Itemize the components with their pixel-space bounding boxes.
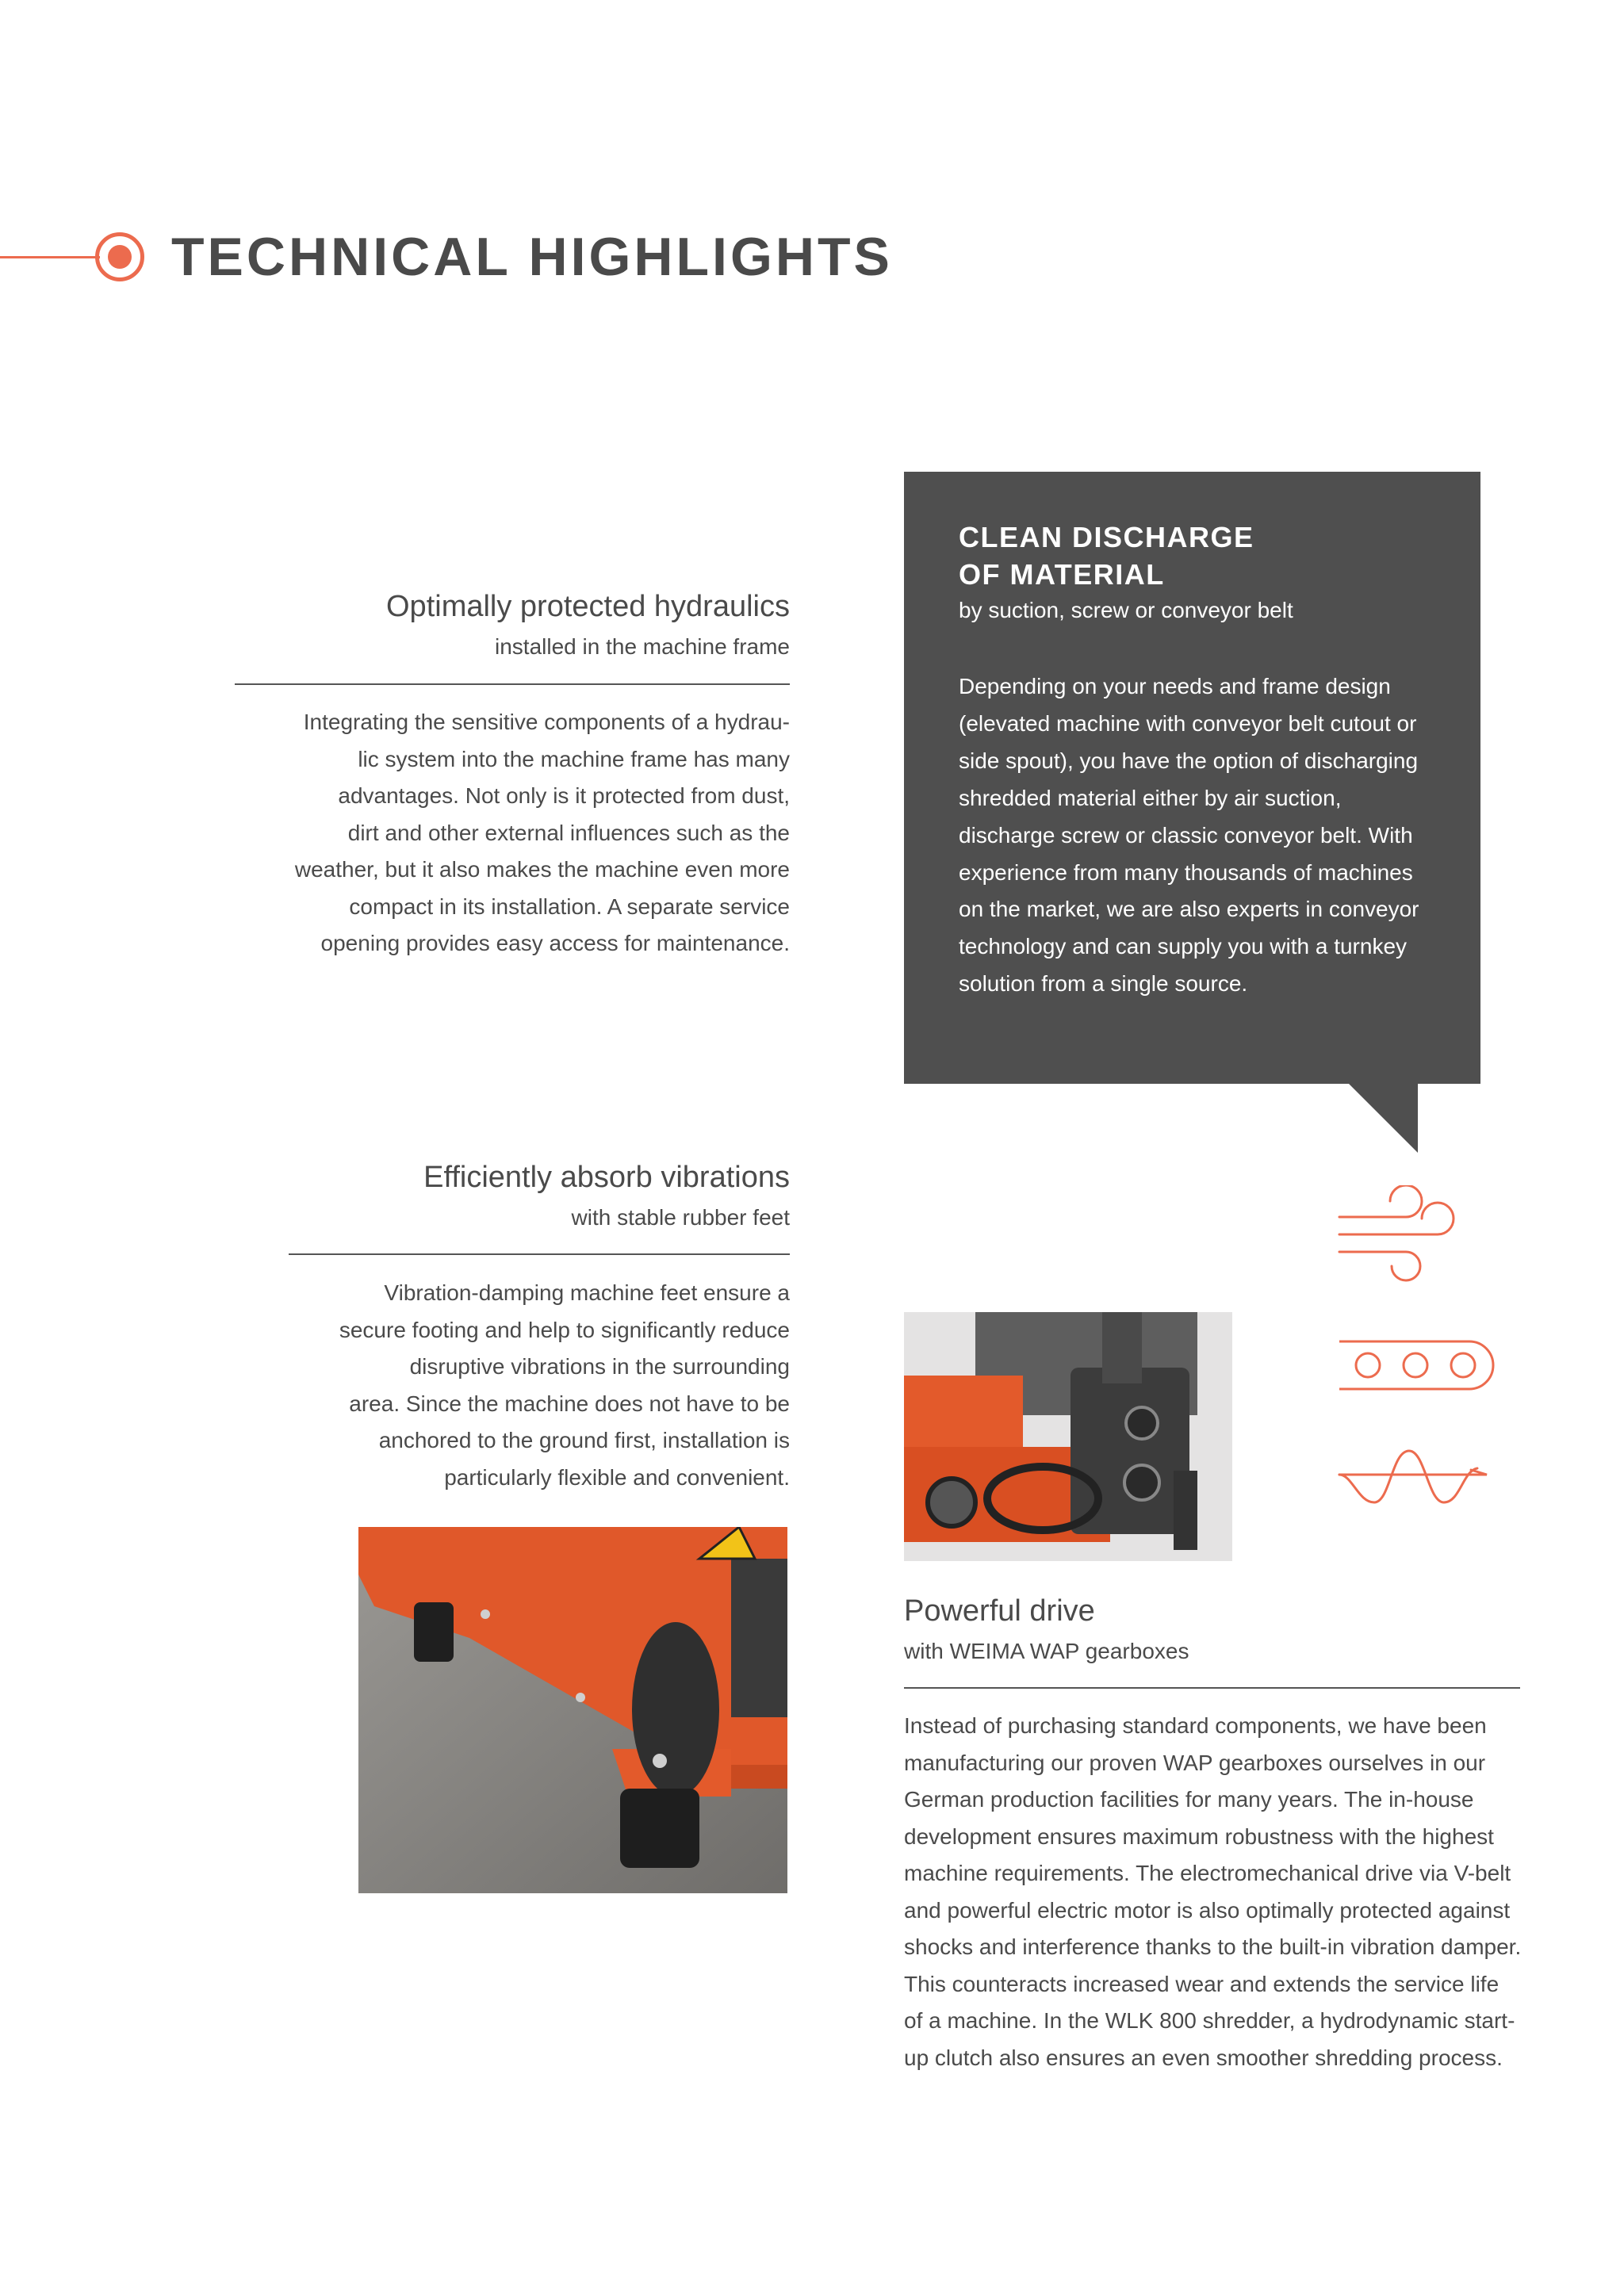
discharge-screw-icon: [1336, 1443, 1495, 1514]
drive-body: Instead of purchasing standard components, we have been manufacturing our proven WAP gearboxes ourselves in our German production facilities for many years. The in-house development ensures maximum robustness with the highest machine requirements. The electromechanical drive via V-belt and powerful electric motor is also optimally protected against shocks and interference thanks to the built-in vibration damper. This counteracts increased wear and extends the service life of a machine. In the WLK 800 shredder, a hydrodynamic start-up clutch also ensures an even smoother shredding process.: [904, 1713, 1522, 2070]
hydraulics-line: advantages. Not only is it protected from dust,: [338, 783, 790, 808]
hydraulics-line: dirt and other external influences such as the: [347, 820, 790, 845]
vibrations-line: secure footing and help to significantly reduce: [339, 1317, 790, 1342]
discharge-body: Depending on your needs and frame design (elevated machine with conveyor belt cutout or side spout), you have the option of discharging shredded material either by air suction, discharge screw or classic conveyor belt. With experience from many thousands of machines on the market, we are also experts in conveyor technology and can supply you with a turnkey solution from a single source.: [959, 674, 1419, 997]
vibrations-text: [235, 1275, 790, 1496]
hydraulics-line: opening provides easy access for maintenance.: [320, 931, 790, 955]
page-title: TECHNICAL HIGHLIGHTS: [171, 227, 893, 287]
vibrations-subtitle: with stable rubber feet: [571, 1205, 790, 1230]
hydraulics-divider: [235, 683, 790, 685]
discharge-title: [959, 519, 1434, 593]
vibrations-line: area. Since the machine does not have to be: [349, 1391, 790, 1416]
vibrations-line: particularly flexible and convenient.: [444, 1464, 790, 1490]
hydraulics-line: weather, but it also makes the machine even more: [294, 857, 790, 882]
vibrations-divider: [289, 1253, 790, 1255]
hydraulics-title: Optimally protected hydraulics: [386, 590, 790, 623]
drive-title: Powerful drive: [904, 1594, 1095, 1628]
vibrations-line: disruptive vibrations in the surrounding: [409, 1354, 790, 1379]
hydraulics-line: Integrating the sensitive components of a hydrau-: [303, 710, 790, 734]
hydraulics-text: [187, 704, 790, 962]
hydraulics-subtitle: installed in the machine frame: [495, 634, 790, 659]
air-suction-icon: [1336, 1185, 1463, 1296]
vibrations-line: anchored to the ground first, installation is: [378, 1428, 790, 1452]
vibrations-line: Vibration-damping machine feet ensure a: [384, 1280, 790, 1305]
header-accent-line: [0, 256, 100, 258]
callout-pointer: [1348, 1083, 1418, 1153]
drive-divider: [904, 1687, 1520, 1689]
discharge-title-line: CLEAN DISCHARGE: [959, 521, 1254, 553]
drive-photo: [904, 1312, 1232, 1561]
hydraulics-line: compact in its installation. A separate service: [349, 894, 790, 919]
discharge-subtitle: by suction, screw or conveyor belt: [959, 598, 1293, 622]
conveyor-belt-icon: [1336, 1334, 1495, 1397]
discharge-title-line: OF MATERIAL: [959, 558, 1165, 591]
drive-subtitle: with WEIMA WAP gearboxes: [904, 1639, 1189, 1663]
hydraulics-line: lic system into the machine frame has many: [358, 746, 790, 771]
rubber-feet-photo: [358, 1527, 787, 1893]
vibrations-title: Efficiently absorb vibrations: [423, 1161, 790, 1194]
header-target-dot: [108, 245, 132, 269]
